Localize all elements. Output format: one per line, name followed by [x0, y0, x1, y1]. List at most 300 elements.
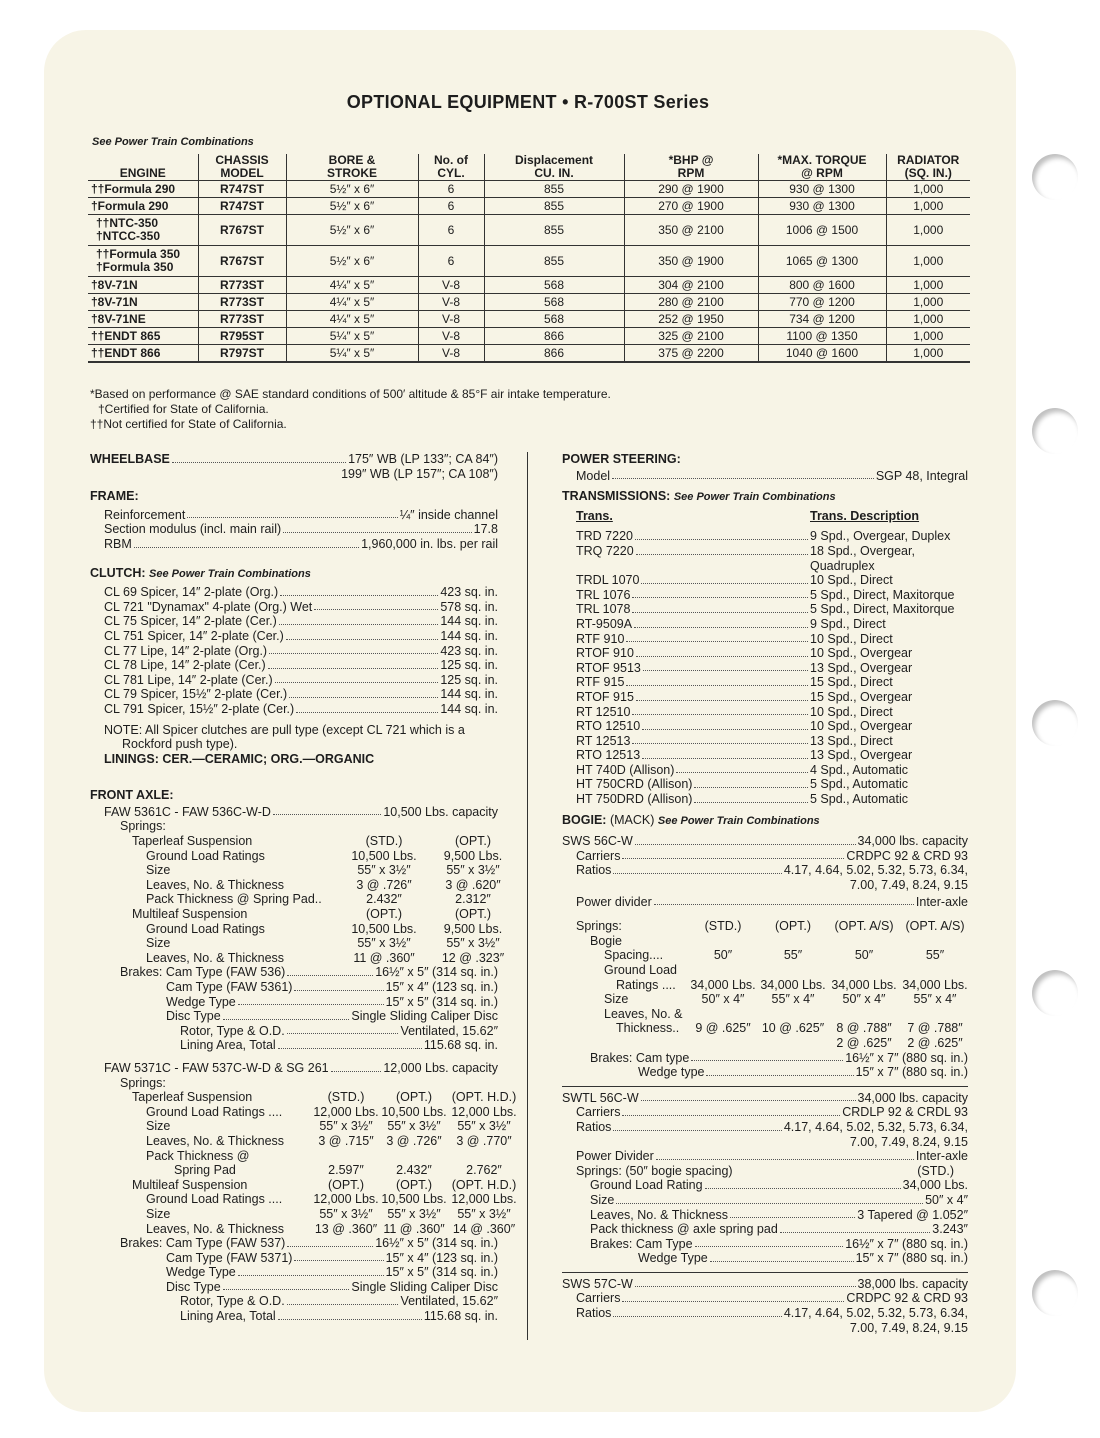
leader-dots — [287, 1024, 399, 1035]
engine-table-cell: V-8 — [418, 277, 484, 294]
fa1-mspec-opt2: 9,500 Lbs. — [443, 921, 503, 936]
fa2-brake-row-label: Wedge Type — [166, 1265, 236, 1280]
engine-table-cell: 304 @ 2100 — [624, 277, 758, 294]
sws56-brake-row-value: 15″ x 7″ (880 sq. in.) — [855, 1065, 968, 1080]
transmission-model: TRQ 7220 — [576, 543, 634, 558]
clutch-item-value: 423 sq. in. — [440, 643, 498, 658]
transmission-desc: 5 Spd., Direct, Maxitorque — [810, 587, 955, 602]
fa1-model-row — [104, 805, 498, 820]
wheelbase-value-2: 199″ WB (LP 157″; CA 108″) — [341, 466, 498, 481]
fa2-col-header: (STD.) — [327, 1090, 365, 1105]
clutch-item-label: CL 75 Spicer, 14″ 2-plate (Cer.) — [104, 614, 277, 629]
leader-dots — [287, 965, 373, 976]
transmission-desc: 5 Spd., Automatic — [810, 777, 908, 792]
clutch-item-label: CL 77 Lipe, 14″ 2-plate (Org.) — [104, 643, 268, 658]
clutch-item — [104, 658, 498, 673]
leader-dots — [656, 1149, 914, 1160]
fa2-brake-row-value: 15″ x 4″ (123 sq. in.) — [385, 1250, 498, 1265]
fa2-mspec-value: 14 @ .360″ — [452, 1221, 516, 1236]
engine-table-cell: 855 — [484, 181, 624, 198]
fa2-mspec-value: 12,000 Lbs. — [451, 1192, 517, 1207]
transmission-desc: 9 Spd., Overgear, Duplex — [810, 529, 951, 544]
frame-item-value: 17.8 — [473, 522, 498, 537]
clutch-item-label: CL 721 "Dynamax" 4-plate (Org.) Wet — [104, 599, 313, 614]
transmission-model: RTF 915 — [576, 675, 625, 690]
swtl-spec-row — [562, 1251, 968, 1266]
engine-table-cell: 5½″ x 6″ — [286, 246, 418, 277]
engine-table-header-cell: *BHP @ RPM — [624, 154, 758, 181]
fa1-springs: Springs: — [120, 819, 166, 834]
fa2-brake-row — [104, 1294, 498, 1309]
engine-table-header-cell: BORE & STROKE — [286, 154, 418, 181]
swtl-std: (STD.) — [917, 1163, 954, 1178]
fa2-col-header: (OPT. H.D.) — [451, 1090, 517, 1105]
fa1-mspec-opt1: 10,500 Lbs. — [351, 921, 417, 936]
swtl-spec-row — [562, 1222, 968, 1237]
sws56-spacing-label: Spacing.... — [604, 948, 664, 963]
clutch-item-value: 144 sq. in. — [440, 614, 498, 629]
clutch-heading — [90, 566, 498, 582]
swtl-spec-row-label: Leaves, No. & Thickness — [590, 1207, 729, 1222]
engine-table-cell: 1100 @ 1350 — [758, 328, 886, 345]
fa1-brake-row-label: Disc Type — [166, 1009, 221, 1024]
leader-dots — [278, 1309, 422, 1320]
swtl-carriers-row — [562, 1105, 968, 1120]
leader-dots — [287, 1236, 373, 1247]
engine-table-cell: †8V-71N — [88, 294, 198, 311]
frame-item-value: ¼″ inside channel — [399, 507, 498, 522]
transmission-model: RTOF 9513 — [576, 660, 641, 675]
trans-desc-col-header: Trans. Description — [810, 508, 920, 523]
transmission-row — [576, 559, 968, 574]
power-steering-label: Model — [576, 468, 611, 483]
engine-table-row — [88, 345, 970, 363]
engine-table-cell: R767ST — [198, 246, 286, 277]
fa1-brake-row-value: 15″ x 4″ (123 sq. in.) — [385, 980, 498, 994]
fa2-spec-value: 12,000 Lbs. — [313, 1104, 379, 1119]
swtl-spec-row-label: Brakes: Cam Type — [590, 1236, 693, 1251]
clutch-item-value: 144 sq. in. — [440, 701, 498, 716]
swtl-carriers-label: Carriers — [576, 1105, 621, 1120]
clutch-item — [104, 629, 498, 644]
leader-dots — [635, 834, 856, 845]
engine-table — [88, 154, 970, 363]
leader-dots — [613, 863, 781, 874]
clutch-item-value: 423 sq. in. — [440, 585, 498, 600]
transmission-model: RTO 12510 — [576, 719, 641, 734]
engine-table-cell: R767ST — [198, 215, 286, 246]
leader-dots — [268, 658, 439, 669]
sws57-capacity: 38,000 lbs. capacity — [857, 1276, 968, 1291]
transmission-desc: 13 Spd., Overgear — [810, 660, 913, 675]
engine-table-cell: V-8 — [418, 311, 484, 328]
fa1-spec-std: 10,500 Lbs. — [351, 848, 417, 863]
leader-dots — [613, 1120, 781, 1131]
transmission-row — [576, 748, 968, 763]
engine-table-cell: 5¼″ x 5″ — [286, 345, 418, 363]
engine-table-cell: 1,000 — [886, 277, 970, 294]
fa2-spec-value: 3 @ .770″ — [456, 1133, 512, 1148]
transmission-model: RTO 12513 — [576, 748, 641, 763]
fa2-taper-grid — [104, 1090, 517, 1236]
sws56-spacing-value: 55″ — [783, 948, 803, 963]
swtl-carriers: CRDLP 92 & CRDL 93 — [842, 1105, 968, 1120]
fa2-spec-value: 55″ x 3½″ — [457, 1119, 511, 1134]
transmission-model: HT 750CRD (Allison) — [576, 777, 693, 792]
transmission-desc: 18 Spd., Overgear, — [810, 543, 915, 558]
fa1-mspec-opt2: 55″ x 3½″ — [446, 936, 500, 951]
right-column — [562, 452, 968, 1335]
clutch-item-value: 144 sq. in. — [440, 628, 498, 643]
clutch-item-label: CL 751 Spicer, 14″ 2-plate (Cer.) — [104, 628, 284, 643]
engine-table-header-cell: ENGINE — [88, 154, 198, 181]
leader-dots — [636, 646, 808, 657]
sws57-model-row — [562, 1277, 968, 1292]
engine-table-cell: 1,000 — [886, 294, 970, 311]
engine-table-cell: 734 @ 1200 — [758, 311, 886, 328]
transmission-row — [576, 734, 968, 749]
fa2-mspec-value: 55″ x 3½″ — [387, 1206, 441, 1221]
engine-table-cell: 375 @ 2200 — [624, 345, 758, 363]
leader-dots — [278, 1038, 422, 1049]
footnote-performance: *Based on performance @ SAE standard conditions of 500′ altitude & 85°F air intake temperature. — [90, 387, 611, 401]
fa1-mspec-opt1: 55″ x 3½″ — [357, 936, 411, 951]
engine-table-cell: 6 — [418, 215, 484, 246]
fa1-mopt1: (OPT.) — [365, 907, 403, 922]
leader-dots — [691, 1051, 843, 1062]
leader-dots — [294, 980, 383, 991]
fa1-taper-label: Taperleaf Suspension — [132, 834, 253, 849]
bogie-sws57 — [562, 1277, 968, 1335]
fa1-mspec-label: Size — [146, 936, 171, 951]
leader-dots — [622, 849, 844, 860]
wheelbase-label: WHEELBASE — [90, 452, 170, 466]
fa1-capacity: 10,500 Lbs. capacity — [383, 804, 498, 819]
engine-table-cell: 1,000 — [886, 345, 970, 363]
frame-item-value: 1,960,000 in. lbs. per rail — [361, 536, 498, 551]
leader-dots — [279, 614, 439, 625]
spacer — [828, 963, 900, 978]
leader-dots — [223, 1009, 350, 1020]
fa2-spec-value: 12,000 Lbs. — [451, 1104, 517, 1119]
sws56-leaves-label: Leaves, No. & — [604, 1006, 683, 1021]
fa2-model: FAW 5371C - FAW 537C-W-D & SG 261 — [104, 1060, 329, 1075]
fa1-spec-label: Size — [146, 863, 171, 878]
binder-hole — [1032, 1270, 1078, 1316]
transmission-model: RT 12510 — [576, 704, 631, 719]
power-steering-value: SGP 48, Integral — [875, 468, 968, 483]
engine-table-cell: 1,000 — [886, 215, 970, 246]
sws56-size-value: 55″ x 4″ — [771, 992, 815, 1007]
fa1-brake-row — [104, 980, 498, 995]
leader-dots — [269, 644, 438, 655]
engine-table-cell: R773ST — [198, 311, 286, 328]
transmission-row — [576, 763, 968, 778]
engine-table-cell: 4¼″ x 5″ — [286, 294, 418, 311]
power-steering-heading: POWER STEERING: — [562, 452, 681, 466]
front-axle-1 — [90, 804, 505, 1053]
sws56-col-header: (OPT.) — [774, 919, 812, 934]
engine-table-body — [88, 181, 970, 363]
engine-table-cell: V-8 — [418, 345, 484, 363]
frame-list — [90, 508, 498, 552]
fa1-brake-row-label: Cam Type (FAW 5361) — [166, 980, 293, 994]
clutch-item — [104, 702, 498, 717]
leader-dots — [280, 585, 438, 596]
leader-dots — [289, 687, 438, 698]
transmission-model: HT 750DRD (Allison) — [576, 792, 693, 807]
fa2-mspec-label: Size — [146, 1206, 171, 1221]
fa1-spec-std: 2.432″ — [366, 892, 402, 907]
sws56-pd-label: Power divider — [576, 894, 652, 909]
fa2-spec-value: 55″ x 3½″ — [387, 1119, 441, 1134]
spacer — [828, 934, 900, 949]
leader-dots — [636, 690, 808, 701]
sws57-ratios-2: 7.00, 7.49, 8.24, 9.15 — [849, 1320, 968, 1335]
engine-table-header-cell: RADIATOR (SQ. IN.) — [886, 154, 970, 181]
engine-table-cell: 5½″ x 6″ — [286, 198, 418, 215]
engine-table-cell: R773ST — [198, 294, 286, 311]
leader-dots — [632, 734, 808, 745]
clutch-item-value: 144 sq. in. — [440, 687, 498, 702]
sws56-rating-value: 34,000 Lbs. — [831, 977, 897, 992]
fa2-brake-row-label: Lining Area, Total — [180, 1309, 276, 1324]
fa2-multi-label: Multileaf Suspension — [132, 1177, 248, 1192]
clutch-item-label: CL 791 Spicer, 15½″ 2-plate (Cer.) — [104, 701, 295, 716]
engine-table-cell: 855 — [484, 215, 624, 246]
leader-dots — [275, 673, 439, 684]
engine-table-header-cell: CHASSIS MODEL — [198, 154, 286, 181]
fa2-brake-row-value: 115.68 sq. in. — [423, 1309, 498, 1324]
engine-table-row — [88, 181, 970, 198]
transmission-desc: 10 Spd., Overgear — [810, 646, 913, 661]
fa2-brake-row-label: Brakes: Cam Type (FAW 537) — [120, 1236, 286, 1251]
transmission-desc: 5 Spd., Direct, Maxitorque — [810, 602, 955, 617]
swtl-capacity: 34,000 lbs. capacity — [857, 1090, 968, 1105]
fa2-col-header: (OPT.) — [395, 1090, 433, 1105]
fa1-spec-label: Pack Thickness @ Spring Pad.. — [146, 892, 322, 907]
power-train-note: See Power Train Combinations — [92, 136, 254, 148]
transmission-desc: 9 Spd., Direct — [810, 616, 886, 631]
engine-table-cell: 930 @ 1300 — [758, 181, 886, 198]
leader-dots — [634, 617, 808, 628]
sws56-size-label: Size — [604, 992, 629, 1007]
fa1-std: (STD.) — [365, 834, 403, 849]
fa2-brake-row — [104, 1265, 498, 1280]
leader-dots — [613, 1306, 781, 1317]
leader-dots — [730, 1208, 855, 1219]
engine-table-cell: ††ENDT 866 — [88, 345, 198, 363]
trans-col-header: Trans. — [576, 508, 613, 523]
swtl-spec-row-label: Size — [590, 1192, 615, 1207]
sws57-ratios: 4.17, 4.64, 5.02, 5.32, 5.73, 6.34, — [783, 1306, 968, 1321]
engine-table-row — [88, 328, 970, 345]
leader-dots — [287, 1294, 399, 1305]
clutch-list — [90, 585, 498, 716]
transmission-row — [576, 705, 968, 720]
spacer — [900, 1007, 970, 1022]
sws56-ratios-2: 7.00, 7.49, 8.24, 9.15 — [849, 878, 968, 893]
leader-dots — [632, 705, 808, 716]
leader-dots — [626, 632, 808, 643]
clutch-item-label: CL 79 Spicer, 15½″ 2-plate (Cer.) — [104, 687, 288, 702]
transmission-row — [576, 588, 968, 603]
leader-dots — [296, 702, 438, 713]
sws56-brake-row-label: Wedge type — [638, 1065, 705, 1080]
swtl-spec-row-label: Wedge Type — [638, 1251, 708, 1266]
front-axle-heading: FRONT AXLE: — [90, 788, 174, 803]
engine-table-row — [88, 277, 970, 294]
bogie-heading-label: BOGIE: — [562, 812, 607, 827]
engine-table-cell: 568 — [484, 311, 624, 328]
sws56-rating-value: 34,000 Lbs. — [902, 977, 968, 992]
engine-table-cell: ††Formula 290 — [88, 181, 198, 198]
frame-item-label: RBM — [104, 536, 132, 551]
sws56-model-row — [562, 834, 968, 849]
spacer — [758, 934, 828, 949]
binder-hole — [1032, 970, 1078, 1016]
sws56-thick-value: 7 @ .788″ — [907, 1021, 963, 1036]
transmission-desc: 10 Spd., Direct — [810, 704, 893, 719]
fa1-spec-opt: 3 @ .620″ — [445, 877, 501, 892]
fa2-spec-value: 3 @ .726″ — [386, 1133, 442, 1148]
transmission-row — [576, 719, 968, 734]
sws56-thick-value: 10 @ .625″ — [761, 1021, 825, 1036]
sws57-carriers-label: Carriers — [576, 1291, 621, 1306]
fa2-mcol-header: (OPT.) — [327, 1177, 365, 1192]
swtl-power-divider-row — [562, 1149, 968, 1164]
fa1-mspec-label: Leaves, No. & Thickness — [146, 950, 285, 965]
sws56-size-value: 50″ x 4″ — [842, 992, 886, 1007]
swtl-spec-row-value: 34,000 Lbs. — [902, 1178, 968, 1193]
sws56-col-header: (STD.) — [704, 919, 742, 934]
clutch-item-label: CL 781 Lipe, 14″ 2-plate (Cer.) — [104, 672, 273, 687]
swtl-ratios-2: 7.00, 7.49, 8.24, 9.15 — [849, 1134, 968, 1149]
engine-table-cell: 270 @ 1900 — [624, 198, 758, 215]
sws56-springs-grid — [562, 919, 968, 1050]
fa2-brake-row — [104, 1280, 498, 1295]
leader-dots — [641, 1091, 856, 1102]
fa1-taper-grid — [104, 834, 505, 965]
fa2-mspec-value: 10,500 Lbs. — [381, 1192, 447, 1207]
spacer — [688, 1007, 758, 1022]
sws57-carriers-row — [562, 1291, 968, 1306]
clutch-item — [104, 600, 498, 615]
swtl-spec-row — [562, 1237, 968, 1252]
sws56-thick-value: 8 @ .788″ — [836, 1021, 892, 1036]
sws56-col-header: (OPT. A/S) — [905, 919, 965, 934]
fa2-pack-value: 2.432″ — [396, 1163, 432, 1178]
sws56-brake-row — [562, 1051, 968, 1066]
leader-dots — [642, 719, 808, 730]
leader-dots — [636, 544, 808, 555]
engine-table-cell: R773ST — [198, 277, 286, 294]
swtl-ratios-row — [562, 1120, 968, 1135]
transmission-row — [576, 661, 968, 676]
spacer — [576, 1036, 688, 1051]
leader-dots — [676, 763, 808, 774]
engine-table-cell: R747ST — [198, 181, 286, 198]
leader-dots — [643, 661, 808, 672]
fa1-brake-row-value: 16½″ x 5″ (314 sq. in.) — [375, 965, 498, 980]
transmissions-list — [562, 529, 968, 806]
sws56-spacing-value: 55″ — [925, 948, 945, 963]
fa2-brake-row — [104, 1309, 498, 1324]
swtl-spec-row-value: 15″ x 7″ (880 sq. in.) — [855, 1251, 968, 1266]
sws56-gl-label: Ground Load — [604, 963, 677, 977]
fa2-mspec-value: 11 @ .360″ — [383, 1221, 445, 1236]
engine-table-cell: †8V-71N — [88, 277, 198, 294]
fa2-spec-value: 3 @ .715″ — [318, 1133, 374, 1148]
fa1-mspec-label: Ground Load Ratings — [146, 921, 265, 936]
leader-dots — [273, 805, 381, 816]
clutch-item — [104, 614, 498, 629]
swtl-ratios-label: Ratios — [576, 1119, 612, 1134]
spacer — [758, 963, 828, 978]
sws56-power-divider-row — [562, 895, 968, 910]
swtl-spec-row-label: Ground Load Rating — [590, 1178, 703, 1193]
fa2-spec-value: 55″ x 3½″ — [319, 1119, 373, 1134]
spacer — [688, 934, 758, 949]
transmission-desc: Quadruplex — [810, 558, 875, 573]
leader-dots — [635, 1277, 856, 1288]
sws56-carriers: CRDPC 92 & CRD 93 — [846, 848, 968, 863]
fa2-pack-value: 2.597″ — [328, 1163, 364, 1178]
engine-table-cell: 855 — [484, 198, 624, 215]
transmission-desc: 15 Spd., Overgear — [810, 689, 913, 704]
engine-table-cell: 4¼″ x 5″ — [286, 277, 418, 294]
sws57-model: SWS 57C-W — [562, 1276, 633, 1291]
engine-table-cell: 866 — [484, 345, 624, 363]
fa2-capacity: 12,000 Lbs. capacity — [383, 1060, 498, 1075]
fa1-brake-row — [104, 1038, 498, 1053]
fa1-spec-std: 3 @ .726″ — [356, 877, 412, 892]
leader-dots — [616, 1193, 923, 1204]
fa2-brake-row-label: Cam Type (FAW 5371) — [166, 1250, 293, 1265]
engine-table-cell: †Formula 290 — [88, 198, 198, 215]
transmission-row — [576, 529, 968, 544]
transmission-row — [576, 675, 968, 690]
frame-item-label: Reinforcement — [104, 507, 186, 522]
binder-hole — [1032, 408, 1078, 454]
fa1-spec-opt: 55″ x 3½″ — [446, 863, 500, 878]
sws56-thick2-value: 2 @ .625″ — [836, 1035, 892, 1050]
binder-hole — [1032, 700, 1078, 746]
frame-item — [104, 522, 498, 537]
transmission-desc: 10 Spd., Direct — [810, 573, 893, 588]
transmission-row — [576, 544, 968, 559]
section-rule — [562, 1272, 968, 1273]
sws56-size-value: 50″ x 4″ — [701, 992, 745, 1007]
clutch-item — [104, 673, 498, 688]
sws56-ratios-label: Ratios — [576, 863, 612, 878]
sws56-springs-label: Springs: — [576, 919, 622, 934]
fa1-brake-row-label: Wedge Type — [166, 994, 236, 1009]
leader-dots — [294, 1251, 383, 1262]
fa1-brake-row-value: 115.68 sq. in. — [423, 1038, 498, 1053]
swtl-ratios: 4.17, 4.64, 5.02, 5.32, 5.73, 6.34, — [783, 1119, 968, 1134]
engine-table-cell: ††NTC-350 †NTCC-350 — [88, 215, 198, 246]
transmissions-heading-label: TRANSMISSIONS: — [562, 489, 671, 504]
sws56-spacing-value: 50″ — [713, 948, 733, 963]
fa2-mspec-value: 55″ x 3½″ — [319, 1206, 373, 1221]
spacer — [900, 963, 970, 978]
column-divider — [527, 452, 528, 1340]
engine-table-cell: 568 — [484, 294, 624, 311]
leader-dots — [642, 748, 808, 759]
fa1-brake-row — [104, 965, 498, 980]
swtl-spec-row-value: 50″ x 4″ — [925, 1192, 968, 1207]
